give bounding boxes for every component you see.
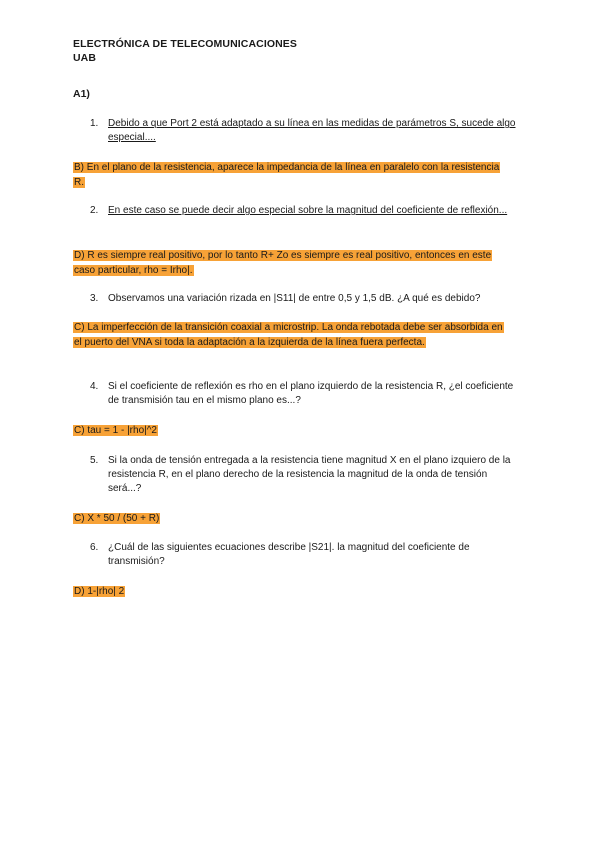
answer-text: C) tau = 1 - |rho|^2	[74, 425, 157, 436]
question-number: 1.	[90, 118, 99, 129]
question-text: Si la onda de tensión entregada a la resistencia tiene magnitud X en el plano izquiero de la resistencia R, en el plano derecho de la resistencia la magnitud de la onda de tensión será...?	[108, 455, 511, 494]
question-4	[90, 380, 520, 408]
question-number: 6.	[90, 542, 99, 553]
answer-text: D) R es siempre real positivo, por lo tanto R+ Zo es siempre es real positivo, entonces en este caso particular, rho = Irho|.	[74, 250, 492, 276]
question-number: 5.	[90, 455, 99, 466]
answer-text: B) En el plano de la resistencia, aparece la impedancia de la línea en paralelo con la resistencia R.	[74, 162, 500, 188]
answer-2	[73, 248, 513, 278]
question-number: 2.	[90, 205, 99, 216]
course-title: ELECTRÓNICA DE TELECOMUNICACIONES	[73, 38, 297, 50]
answer-6	[73, 584, 513, 599]
question-text: Debido a que Port 2 está adaptado a su línea en las medidas de parámetros S, sucede algo especial....	[108, 118, 516, 143]
question-1	[90, 117, 520, 145]
question-2	[90, 204, 520, 218]
answer-text: C) X * 50 / (50 + R)	[74, 513, 160, 524]
question-text: Si el coeficiente de reflexión es rho en el plano izquierdo de la resistencia R, ¿el coeficiente de transmisión tau en el mismo plano es...?	[108, 381, 514, 406]
question-text: Observamos una variación rizada en |S11| de entre 0,5 y 1,5 dB. ¿A qué es debido?	[108, 293, 481, 304]
answer-text: C) La imperfección de la transición coaxial a microstrip. La onda rebotada debe ser absorbida en el puerto del VNA si toda la adaptación a la izquierda de la línea fuera perfecta.	[74, 322, 503, 348]
question-6	[90, 541, 520, 569]
answer-1	[73, 160, 513, 190]
answer-4	[73, 423, 513, 438]
question-text: ¿Cuál de las siguientes ecuaciones describe |S21|. la magnitud del coeficiente de transmisión?	[108, 542, 470, 567]
university-name: UAB	[73, 52, 97, 64]
answer-5	[73, 511, 513, 526]
question-text: En este caso se puede decir algo especial sobre la magnitud del coeficiente de reflexión...	[108, 205, 508, 216]
document-header	[73, 37, 297, 65]
question-3	[90, 292, 520, 306]
question-number: 3.	[90, 293, 99, 304]
answer-text: D) 1-|rho| 2	[74, 586, 125, 597]
section-title: A1)	[73, 88, 90, 100]
answer-3	[73, 320, 513, 350]
question-5	[90, 454, 520, 496]
question-number: 4.	[90, 381, 99, 392]
